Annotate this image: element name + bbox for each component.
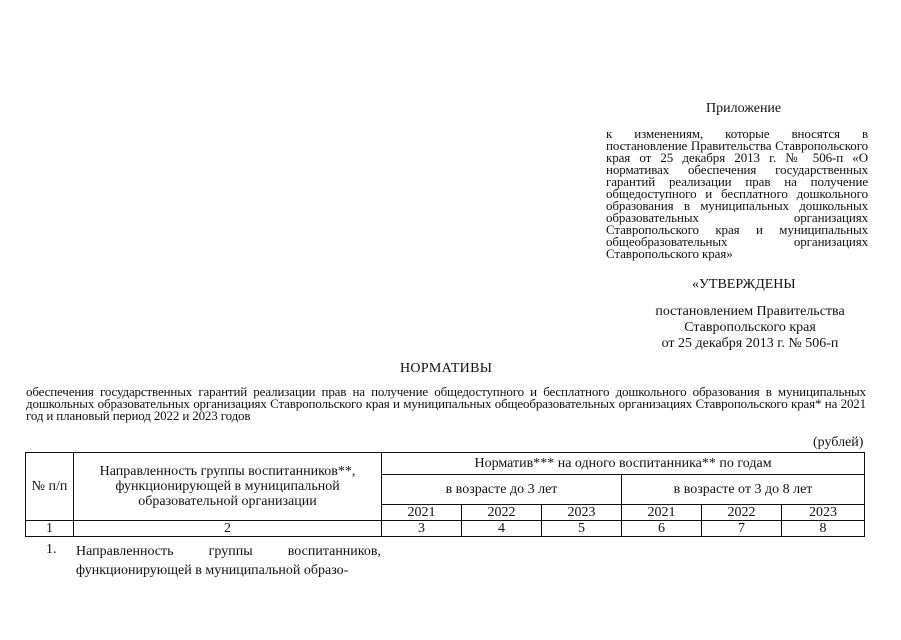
approved-block [640,304,860,352]
header-year: 2023 [542,505,622,521]
column-number: 1 [26,521,74,537]
column-number: 3 [382,521,462,537]
header-year: 2021 [622,505,702,521]
header-norm: Норматив*** на одного воспитанника** по годам [382,453,865,475]
column-number: 6 [622,521,702,537]
column-number: 4 [462,521,542,537]
column-number: 7 [702,521,782,537]
header-year: 2022 [462,505,542,521]
column-number: 2 [74,521,382,537]
item-text: Направленность группы воспитанников, функционирующей в муниципальной образо- [76,544,381,578]
document-title: НОРМАТИВЫ [400,361,493,376]
norms-table [25,452,865,537]
appendix-text: к изменениям, которые вносятся в постановление Правительства Ставропольского края от 25 декабря 2013 г. № 506-п «О нормативах обеспечения государственных гарантий реализации прав на получение общедоступного и бесплатного дошкольного образования в муниципальных дошкольных образовательных организациях Ставропольского края и муниципальных общеобразовательных организациях Ставропольского края» [606,126,868,261]
approved-title: «УТВЕРЖДЕНЫ [692,277,796,292]
document-subtitle: обеспечения государственных гарантий реализации прав на получение общедоступного и бесплатного дошкольного образования в муниципальных дошкольных образовательных организациях Ставропольского края и муниципальных общеобразовательных организациях Ставропольского края* на 2021 год и плановый период 2022 и 2023 годов [26,384,866,423]
header-age-3-to-8: в возрасте от 3 до 8 лет [622,475,865,505]
approved-line-2: Ставропольского края [684,320,816,335]
item-number: 1. [46,542,57,557]
header-age-under-3: в возрасте до 3 лет [382,475,622,505]
appendix-title: Приложение [706,101,782,116]
header-number: № п/п [26,453,74,521]
header-year: 2021 [382,505,462,521]
approved-line-1: постановлением Правительства [655,304,845,319]
column-number-row [26,521,865,537]
header-direction: Направленность группы воспитанников**, функционирующей в муниципальной образовательной организации [74,453,382,521]
currency-note: (рублей) [813,435,864,450]
column-number: 5 [542,521,622,537]
header-year: 2022 [702,505,782,521]
approved-line-3: от 25 декабря 2013 г. № 506-п [661,336,839,351]
column-number: 8 [782,521,865,537]
header-year: 2023 [782,505,865,521]
